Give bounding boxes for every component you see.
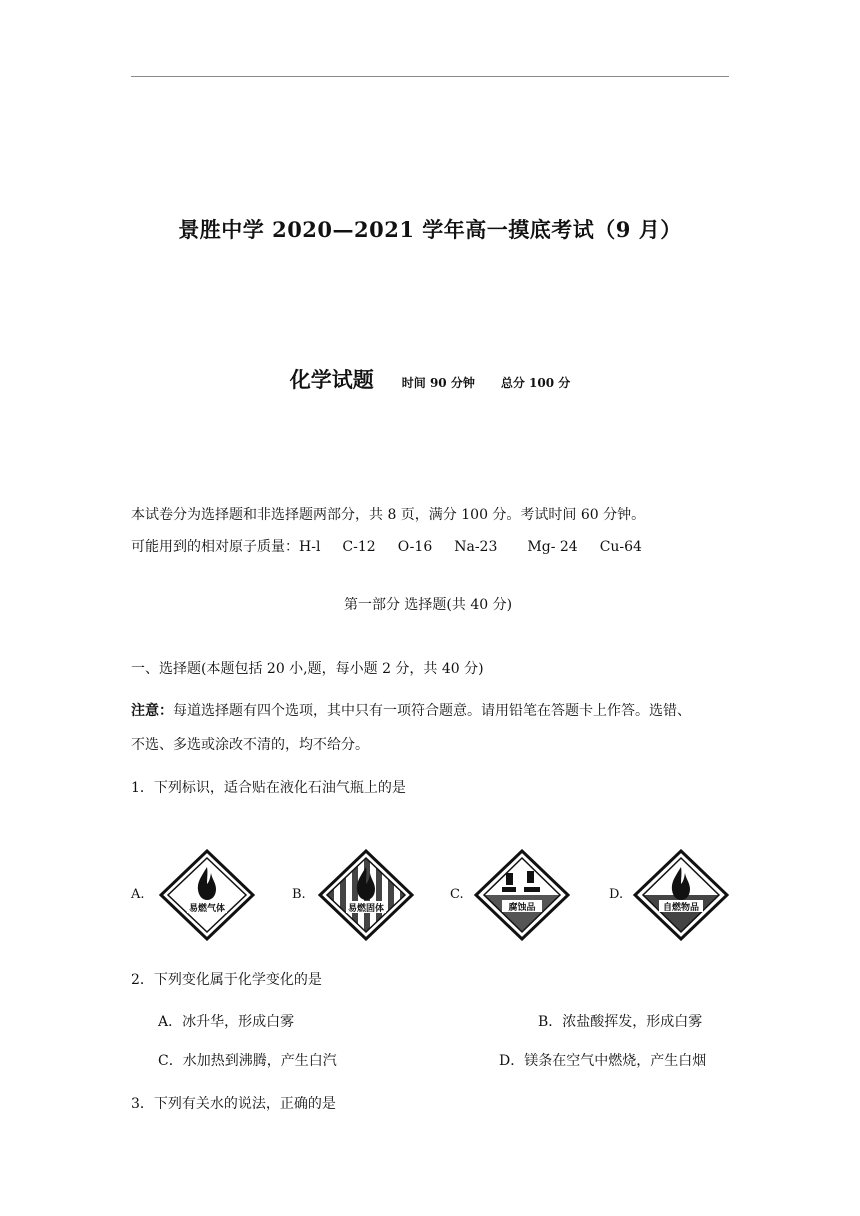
flame-icon [609,849,749,941]
question-2-option-d[interactable]: D．镁条在空气中燃烧，产生白烟 [499,1053,707,1069]
header-rule [131,76,729,77]
sign-label: 易燃固体 [347,904,385,914]
notice-label: 注意： [131,703,173,719]
option-letter: B. [292,887,306,902]
question-2-stem: 2．下列变化属于化学变化的是 [131,972,322,988]
atomic-mass: Mg- 24 [527,539,578,555]
sign-label: 自燃物品 [662,903,700,913]
flame-icon [292,849,432,941]
sign-label: 易燃气体 [188,904,226,914]
notice [131,700,691,720]
atomic-mass: C-12 [342,539,376,555]
section-heading: 一、选择题(本题包括 20 小,题，每小题 2 分，共 40 分) [131,661,484,677]
hazard-sign-a[interactable] [131,849,271,941]
notice-text: 每道选择题有四个选项，其中只有一项符合题意。请用铅笔在答题卡上作答。选错、 [173,703,691,719]
corrosive-icon [450,849,590,941]
atomic-mass: O-16 [397,539,433,555]
option-letter: C. [450,887,464,902]
question-3-stem: 3．下列有关水的说法，正确的是 [131,1096,336,1112]
exam-subtitle [0,364,860,394]
exam-time: 时间 90 分钟 [401,376,475,390]
atomic-mass: Na-23 [454,539,498,555]
question-2-option-c[interactable]: C．水加热到沸腾，产生白汽 [158,1053,337,1069]
hazard-sign-c[interactable] [450,849,590,941]
subject-title: 化学试题 [289,367,374,392]
question-2-option-b[interactable]: B．浓盐酸挥发，形成白雾 [538,1014,703,1030]
intro-line-1: 本试卷分为选择题和非选择题两部分，共 8 页，满分 100 分。考试时间 60 分钟。 [131,507,646,523]
atomic-mass: Cu-64 [599,539,642,555]
question-2-option-a[interactable]: A．冰升华，形成白雾 [158,1014,295,1030]
option-letter: D. [609,887,624,902]
exam-score: 总分 100 分 [500,376,571,390]
atomic-mass-label: 可能用到的相对原子质量： [131,539,299,555]
notice-text-2: 不选、多选或涂改不清的，均不给分。 [131,737,369,753]
hazard-sign-b[interactable] [292,849,432,941]
question-1-stem: 1．下列标识，适合贴在液化石油气瓶上的是 [131,780,406,796]
intro-line-2 [131,536,642,556]
exam-title: 景胜中学 2020—2021 学年高一摸底考试（9 月） [178,217,682,242]
part-heading: 第一部分 选择题(共 40 分) [343,597,513,613]
option-letter: A. [131,887,145,902]
sign-label: 腐蚀品 [508,903,536,913]
flame-icon [131,849,271,941]
atomic-mass: H-l [299,539,321,555]
hazard-sign-d[interactable] [609,849,749,941]
